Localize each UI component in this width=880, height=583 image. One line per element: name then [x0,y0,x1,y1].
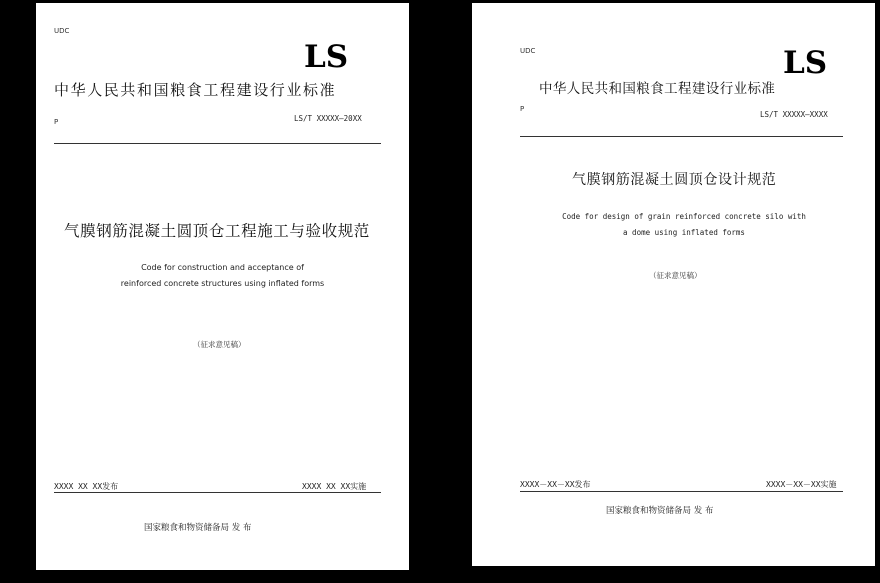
english-title-line1: Code for construction and acceptance of [141,263,304,272]
issue-date: XXXX XX XX发布 [54,482,119,491]
cover-page-right [472,3,875,566]
issue-date: XXXX－XX－XX发布 [520,480,591,489]
p-label: P [54,118,59,126]
draft-note: （征求意见稿） [193,340,246,349]
english-title-line2: reinforced concrete structures using inflated forms [120,279,325,288]
implementation-date: XXXX XX XX实施 [302,482,367,491]
header-rule [520,136,843,137]
implementation-date: XXXX－XX－XX实施 [766,480,837,489]
ls-logo: LS [783,45,828,81]
draft-note: （征求意见稿） [649,271,702,280]
cover-page-left [36,3,409,570]
publisher: 国家粮食和物资储备局 发 布 [606,506,714,516]
english-title-line2: a dome using inflated forms [623,228,745,237]
udc-label: UDC [520,47,536,55]
udc-label: UDC [54,27,70,35]
document-title: 气膜钢筋混凝土圆顶仓工程施工与验收规范 [64,222,370,240]
standard-code: LS/T XXXXX—XXXX [760,110,828,119]
standard-organization: 中华人民共和国粮食工程建设行业标准 [54,81,337,99]
document-title: 气膜钢筋混凝土圆顶仓设计规范 [572,172,777,188]
ls-logo: LS [304,39,349,75]
publisher: 国家粮食和物资储备局 发 布 [144,523,252,533]
english-title-line1: Code for design of grain reinforced concrete silo with [562,212,806,221]
standard-organization: 中华人民共和国粮食工程建设行业标准 [539,81,776,97]
header-rule [54,143,381,144]
p-label: P [520,105,525,113]
english-title [514,209,854,241]
standard-code: LS/T XXXXX—20XX [294,114,362,123]
footer-rule [520,491,843,492]
english-title [36,260,409,292]
footer-rule [54,492,381,493]
